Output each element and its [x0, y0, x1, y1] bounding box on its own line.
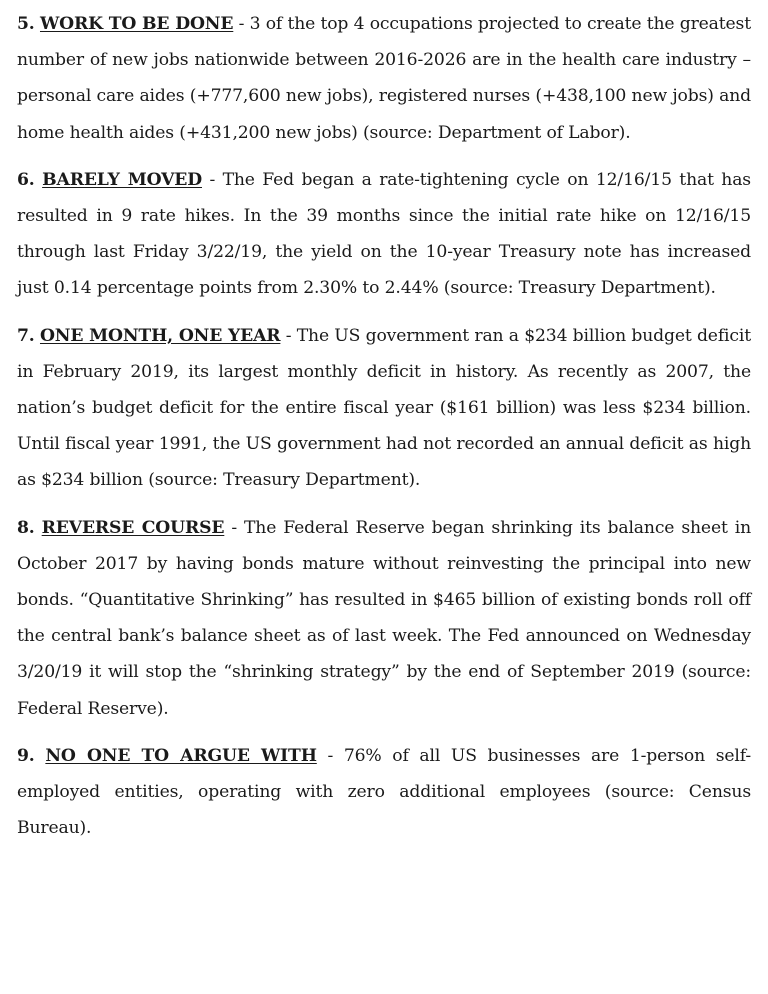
item-heading: NO ONE TO ARGUE WITH	[45, 745, 317, 766]
item-8	[17, 510, 751, 727]
item-6	[17, 162, 751, 307]
document-page	[17, 6, 751, 857]
item-heading: REVERSE COURSE	[41, 517, 225, 538]
item-body: - 3 of the top 4 occupations projected to create the greatest number of new jobs nationwide between 2016-2026 are in the health care industry – personal care aides (+777,600 new jobs), registered nurses (+438,100 new jobs) and home health aides (+431,200 new jobs) (source: Department of Labor).	[17, 14, 751, 143]
item-7	[17, 318, 751, 499]
item-number: 8.	[17, 517, 35, 538]
item-body: - The Federal Reserve began shrinking its balance sheet in October 2017 by having bonds mature without reinvesting the principal into new bonds. “Quantitative Shrinking” has resulted in $465 billion of existing bonds roll off the central bank’s balance sheet as of last week. The Fed announced on Wednesday 3/20/19 it will stop the “shrinking strategy” by the end of September 2019 (source: Federal Reserve).	[17, 517, 751, 719]
item-heading: BARELY MOVED	[42, 169, 202, 190]
item-heading: ONE MONTH, ONE YEAR	[39, 325, 281, 346]
item-body: - The US government ran a $234 billion budget deficit in February 2019, its largest monthly deficit in history. As recently as 2007, the nation’s budget deficit for the entire fiscal year ($161 billion) was less $234 billion. Until fiscal year 1991, the US government had not recorded an annual deficit as high as $234 billion (source: Treasury Department).	[17, 325, 751, 491]
item-number: 9.	[17, 745, 35, 766]
item-number: 7.	[17, 325, 35, 346]
item-number: 6.	[17, 169, 35, 190]
item-body: - The Fed began a rate-tightening cycle on 12/16/15 that has resulted in 9 rate hikes. In the 39 months since the initial rate hike on 12/16/15 through last Friday 3/22/19, the yield on the 10-year Treasury note has increased just 0.14 percentage points from 2.30% to 2.44% (source: Treasury Department).	[17, 169, 751, 299]
item-body: - 76% of all US businesses are 1-person self-employed entities, operating with zero additional employees (source: Census Bureau).	[17, 745, 751, 839]
item-5	[17, 6, 751, 151]
item-number: 5.	[17, 14, 35, 34]
item-heading: WORK TO BE DONE	[39, 14, 234, 34]
item-9	[17, 738, 751, 847]
